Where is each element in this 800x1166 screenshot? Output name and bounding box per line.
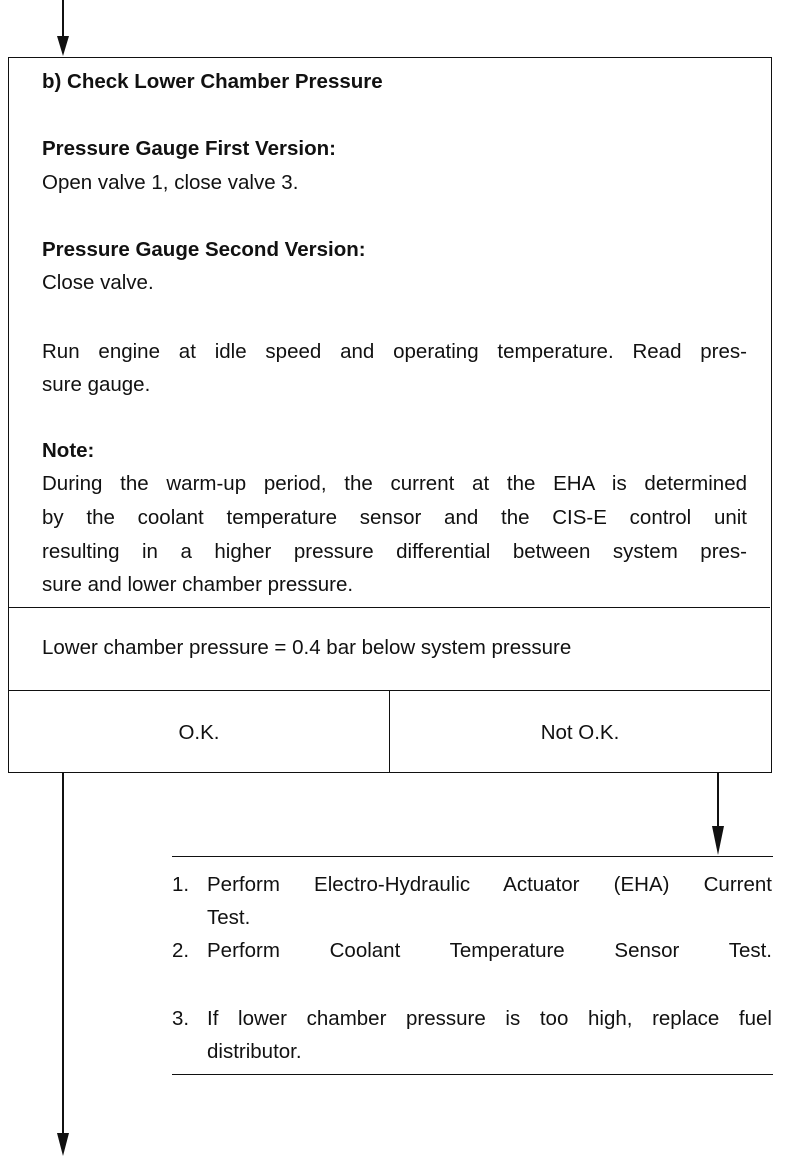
instruction-section xyxy=(9,58,770,607)
ok-arrow xyxy=(57,773,69,1156)
note-line4: sure and lower chamber pressure. xyxy=(42,573,354,596)
action-3-line2: distributor. xyxy=(207,1040,302,1063)
result-not-ok-cell xyxy=(390,691,770,772)
version2-text: Close valve. xyxy=(42,271,154,294)
section-title: b) Check Lower Chamber Pressure xyxy=(42,70,383,93)
version2-heading: Pressure Gauge Second Version: xyxy=(42,238,366,261)
note-line2: by the coolant temperature sensor and the CIS-E control unit xyxy=(42,506,747,529)
version1-heading: Pressure Gauge First Version: xyxy=(42,137,336,160)
condition-text: Lower chamber pressure = 0.4 bar below system pressure xyxy=(42,636,572,659)
note-line3: resulting in a higher pressure differential between system pres- xyxy=(42,540,747,563)
note-line1: During the warm-up period, the current at the EHA is determined xyxy=(42,472,747,495)
run-engine-line1: Run engine at idle speed and operating temperature. Read pres- xyxy=(42,340,747,363)
not-ok-action-box xyxy=(172,856,773,1075)
result-row xyxy=(9,690,770,772)
action-1-line1: Perform Electro-Hydraulic Actuator (EHA) Current xyxy=(207,873,772,896)
action-3-number: 3. xyxy=(172,1007,190,1030)
result-ok-cell xyxy=(9,691,390,772)
result-ok-label: O.K. xyxy=(178,721,220,744)
action-1-number: 1. xyxy=(172,873,190,896)
version1-text: Open valve 1, close valve 3. xyxy=(42,171,299,194)
action-2-number: 2. xyxy=(172,939,190,962)
entry-arrow xyxy=(57,0,69,56)
run-engine-line2: sure gauge. xyxy=(42,373,151,396)
result-not-ok-label: Not O.K. xyxy=(540,721,620,744)
check-lower-chamber-pressure-box xyxy=(8,57,772,773)
condition-row xyxy=(9,607,770,691)
action-2-line1: Perform Coolant Temperature Sensor Test. xyxy=(207,939,772,962)
note-heading: Note: xyxy=(42,439,95,462)
action-1-line2: Test. xyxy=(207,906,251,929)
action-3-line1: If lower chamber pressure is too high, replace fuel xyxy=(207,1007,772,1030)
not-ok-arrow xyxy=(712,773,724,855)
